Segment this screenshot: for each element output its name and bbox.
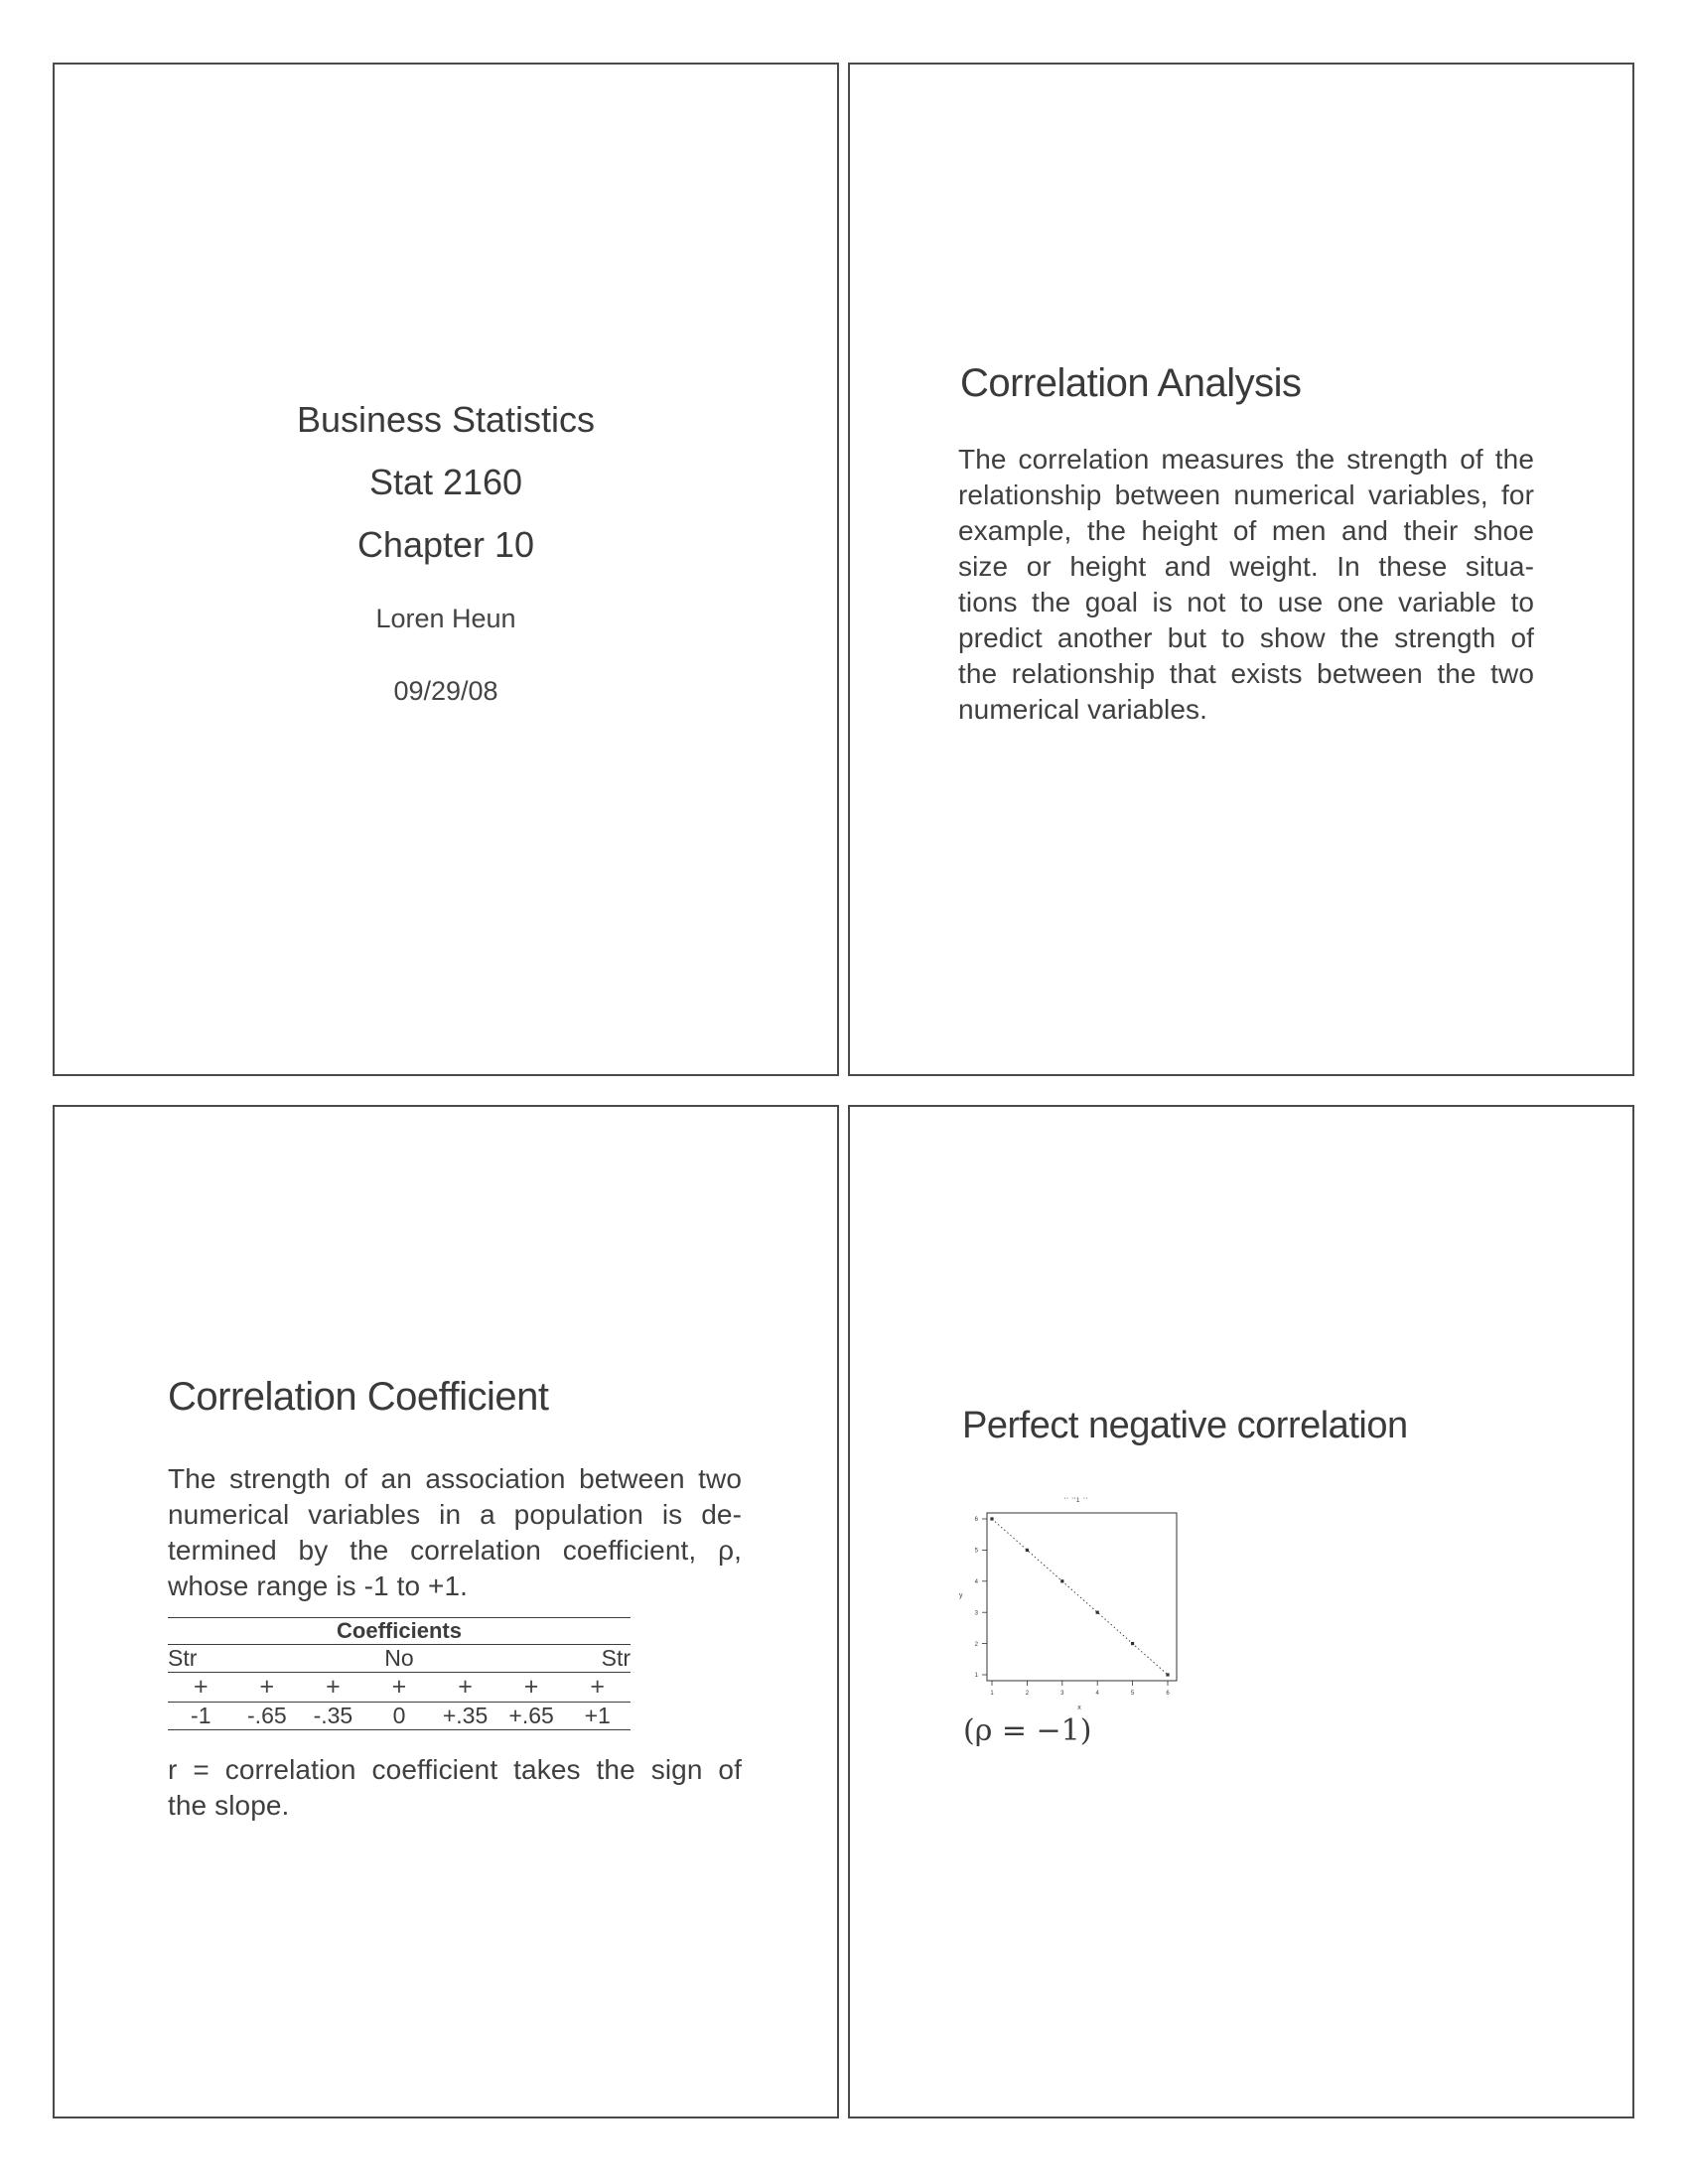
coef-value: -1 — [168, 1703, 234, 1730]
note-line: r = correlation coefficient takes the sign of — [168, 1754, 742, 1785]
plus-mark: + — [168, 1673, 234, 1703]
plus-row — [168, 1673, 631, 1703]
slide-heading: Perfect negative correlation — [962, 1405, 1408, 1446]
strength-row — [168, 1645, 631, 1673]
coef-value: +.35 — [432, 1703, 498, 1730]
plus-mark: + — [234, 1673, 301, 1703]
values-row — [168, 1703, 631, 1730]
svg-text:3: 3 — [1060, 1691, 1064, 1697]
slide-note — [168, 1752, 742, 1824]
data-point — [1026, 1549, 1029, 1552]
body-line: the relationship that exists between the two — [958, 658, 1534, 689]
body-line: predict another but to show the strength of — [958, 622, 1534, 653]
slide-body — [958, 442, 1534, 728]
svg-text:3: 3 — [974, 1610, 978, 1617]
strength-mid: No — [366, 1645, 433, 1673]
plus-mark: + — [366, 1673, 433, 1703]
svg-text:6: 6 — [974, 1517, 978, 1524]
coef-value: 0 — [366, 1703, 433, 1730]
slide-perfect-negative-correlation — [848, 1105, 1634, 2118]
coef-value: -.35 — [300, 1703, 366, 1730]
chapter-label: Chapter 10 — [356, 524, 535, 565]
note-line: the slope. — [168, 1790, 290, 1821]
x-axis-ticks — [990, 1681, 1170, 1697]
data-point — [1131, 1642, 1134, 1645]
plus-mark: + — [300, 1673, 366, 1703]
strength-left: Str — [168, 1645, 234, 1673]
coef-value: -.65 — [234, 1703, 301, 1730]
plot-frame — [987, 1513, 1177, 1681]
data-point — [1166, 1673, 1169, 1676]
svg-text:2: 2 — [974, 1641, 978, 1648]
body-line: example, the height of men and their shoe — [958, 515, 1534, 546]
strength-right: Str — [564, 1645, 631, 1673]
data-point — [1096, 1611, 1099, 1614]
svg-text:1: 1 — [974, 1673, 978, 1680]
rho-caption: (ρ = −1) — [963, 1713, 1092, 1748]
svg-text:1: 1 — [990, 1691, 994, 1697]
svg-text:5: 5 — [974, 1548, 978, 1555]
plot-title: '' ''1 '' — [1064, 1497, 1088, 1504]
y-axis-ticks — [975, 1517, 987, 1679]
y-axis-label: y — [959, 1592, 963, 1599]
table-title: Coefficients — [168, 1618, 631, 1645]
plus-mark: + — [432, 1673, 498, 1703]
slide-correlation-analysis — [848, 63, 1634, 1076]
body-line: size or height and weight. In these situa- — [958, 551, 1534, 582]
regression-line — [992, 1519, 1168, 1675]
scatter-plot — [945, 1486, 1194, 1714]
x-axis-label: x — [1077, 1705, 1081, 1711]
body-line: numerical variables in a population is de- — [168, 1499, 742, 1530]
svg-text:2: 2 — [1025, 1691, 1030, 1697]
body-line: termined by the correlation coefficient, ρ, — [168, 1535, 742, 1566]
course-number: Stat 2160 — [368, 462, 523, 502]
body-line: The correlation measures the strength of the — [958, 444, 1534, 475]
table-header-row — [168, 1618, 631, 1645]
body-line: numerical variables. — [958, 694, 1207, 725]
slide-heading: Correlation Coefficient — [168, 1375, 549, 1419]
author-name: Loren Heun — [375, 604, 516, 633]
svg-text:6: 6 — [1166, 1691, 1170, 1697]
svg-text:4: 4 — [1095, 1691, 1099, 1697]
plus-mark: + — [498, 1673, 565, 1703]
body-line: whose range is -1 to +1. — [168, 1570, 469, 1601]
slide-title-page — [53, 63, 839, 1076]
svg-text:4: 4 — [974, 1579, 978, 1585]
slide-body — [168, 1461, 742, 1604]
coef-value: +1 — [564, 1703, 631, 1730]
data-point — [1060, 1579, 1063, 1582]
svg-text:5: 5 — [1130, 1691, 1135, 1697]
coefficients-table — [168, 1617, 631, 1730]
slide-heading: Correlation Analysis — [960, 361, 1302, 405]
coef-value: +.65 — [498, 1703, 565, 1730]
plus-mark: + — [564, 1673, 631, 1703]
body-line: The strength of an association between two — [168, 1463, 742, 1494]
body-line: relationship between numerical variables, for — [958, 479, 1534, 510]
data-point — [990, 1517, 993, 1520]
slide-correlation-coefficient — [53, 1105, 839, 2118]
course-title: Business Statistics — [296, 399, 596, 440]
date-label: 09/29/08 — [393, 676, 498, 706]
body-line: tions the goal is not to use one variable to — [958, 587, 1534, 617]
